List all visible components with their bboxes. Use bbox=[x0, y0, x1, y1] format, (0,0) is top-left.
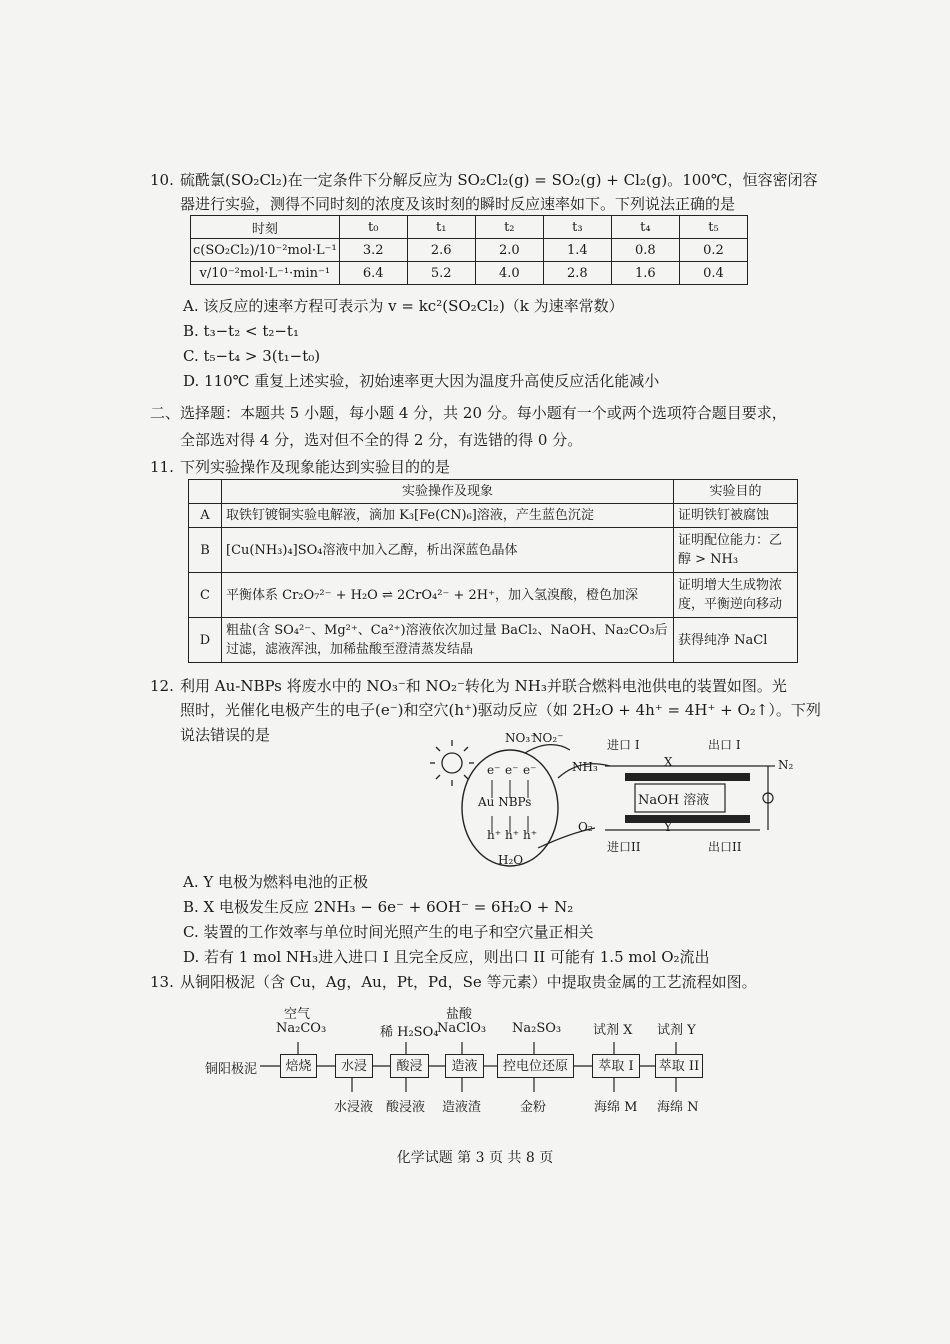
q12-line1: 12. 利用 Au-NBPs 将废水中的 NO₃⁻和 NO₂⁻转化为 NH₃并联合燃料电池供电的装置如图。光 bbox=[150, 677, 787, 695]
label-electron: e⁻ bbox=[505, 763, 519, 777]
flow-input-naclo3: NaClO₃ bbox=[437, 1021, 487, 1036]
label-inlet-2: 进口II bbox=[607, 840, 641, 854]
table-row: B [Cu(NH₃)₄]SO₄溶液中加入乙醇，析出深蓝色晶体 证明配位能力：乙醇 > NH₃ bbox=[189, 528, 798, 573]
q12-option-a: A. Y 电极为燃料电池的正极 bbox=[183, 873, 369, 891]
table-row: 实验操作及现象 实验目的 bbox=[189, 480, 798, 504]
label-electron: e⁻ bbox=[487, 763, 501, 777]
page-footer: 化学试题 第 3 页 共 8 页 bbox=[396, 1150, 554, 1166]
flow-step-extraction-1: 萃取 I bbox=[592, 1054, 640, 1078]
flow-output-acid-leachate: 酸浸液 bbox=[386, 1100, 426, 1115]
table-row: D 粗盐(含 SO₄²⁻、Mg²⁺、Ca²⁺)溶液依次加过量 BaCl₂、NaOH、Na₂CO₃后过滤，滤液浑浊，加稀盐酸至澄清蒸发结晶 获得纯净 NaCl bbox=[189, 618, 798, 663]
label-electron: e⁻ bbox=[523, 763, 537, 777]
q10-option-c: C. t₅−t₄ > 3(t₁−t₀) bbox=[183, 347, 321, 365]
label-naoh: NaOH 溶液 bbox=[638, 793, 710, 808]
table-row: 时刻 t₀ t₁ t₂ t₃ t₄ t₅ bbox=[191, 216, 748, 239]
flow-input-na2co3: Na₂CO₃ bbox=[276, 1021, 327, 1036]
q12-option-b: B. X 电极发生反应 2NH₃ − 6e⁻ + 6OH⁻ = 6H₂O + N₂ bbox=[183, 898, 574, 916]
flow-input-na2so3: Na₂SO₃ bbox=[512, 1021, 562, 1036]
q12-option-c: C. 装置的工作效率与单位时间光照产生的电子和空穴量正相关 bbox=[183, 923, 594, 941]
question-number: 13. bbox=[150, 973, 174, 991]
flow-step-make-solution: 造液 bbox=[445, 1054, 484, 1078]
flow-step-potential-reduction: 控电位还原 bbox=[497, 1054, 574, 1078]
section2-line2: 全部选对得 4 分，选对但不全的得 2 分，有选错的得 0 分。 bbox=[180, 431, 583, 449]
flow-input-h2so4: 稀 H₂SO₄ bbox=[380, 1025, 439, 1040]
question-number: 12. bbox=[150, 677, 174, 695]
label-y: Y bbox=[664, 820, 672, 834]
q11-stem: 11. 下列实验操作及现象能达到实验目的的是 bbox=[150, 458, 451, 476]
flow-input-reagent-x: 试剂 X bbox=[593, 1023, 633, 1038]
flow-step-acid-leach: 酸浸 bbox=[390, 1054, 429, 1078]
flow-output-gold-powder: 金粉 bbox=[520, 1100, 547, 1115]
sun-icon bbox=[430, 740, 474, 786]
q10-table bbox=[190, 215, 748, 285]
flow-output-sponge-m: 海绵 M bbox=[594, 1100, 638, 1115]
label-no2: NO₂⁻ bbox=[532, 731, 564, 745]
flow-output-residue: 造液渣 bbox=[442, 1100, 482, 1115]
label-no3: NO₃⁻ bbox=[505, 731, 537, 745]
flow-step-water-leach: 水浸 bbox=[335, 1054, 373, 1078]
q12-line3: 说法错误的是 bbox=[180, 726, 271, 744]
label-hole: h⁺ bbox=[505, 828, 520, 842]
q11-table bbox=[188, 479, 798, 663]
q12-option-d: D. 若有 1 mol NH₃进入进口 I 且完全反应，则出口 II 可能有 1.5 mol O₂流出 bbox=[183, 948, 710, 966]
electrode-x bbox=[625, 773, 750, 781]
q10-option-a: A. 该反应的速率方程可表示为 v = kc²(SO₂Cl₂)（k 为速率常数） bbox=[183, 297, 624, 315]
question-number: 11. bbox=[150, 458, 174, 476]
question-number: 10. bbox=[150, 171, 174, 189]
label-hole: h⁺ bbox=[487, 828, 502, 842]
table-row: c(SO₂Cl₂)/10⁻²mol·L⁻¹ 3.2 2.6 2.0 1.4 0.8 0.2 bbox=[191, 239, 748, 262]
label-inlet-1: 进口 I bbox=[607, 738, 640, 752]
flow-input-hcl: 盐酸 bbox=[446, 1007, 473, 1022]
label-o2: O₂ bbox=[578, 820, 593, 834]
label-outlet-2: 出口II bbox=[708, 840, 742, 854]
q10-option-d: D. 110℃ 重复上述实验，初始速率更大因为温度升高使反应活化能减小 bbox=[183, 372, 660, 390]
table-row: C 平衡体系 Cr₂O₇²⁻ + H₂O ⇌ 2CrO₄²⁻ + 2H⁺，加入氢溴酸，橙色加深 证明增大生成物浓度，平衡逆向移动 bbox=[189, 573, 798, 618]
label-hole: h⁺ bbox=[523, 828, 538, 842]
table-row: v/10⁻²mol·L⁻¹·min⁻¹ 6.4 5.2 4.0 2.8 1.6 0.4 bbox=[191, 262, 748, 285]
label-h2o: H₂O bbox=[498, 853, 524, 867]
flow-start: 铜阳极泥 bbox=[205, 1062, 258, 1077]
q10-line2: 器进行实验，测得不同时刻的浓度及该时刻的瞬时反应速率如下。下列说法正确的是 bbox=[180, 195, 736, 213]
section2-line1: 二、选择题：本题共 5 小题，每小题 4 分，共 20 分。每小题有一个或两个选项符合题目要求， bbox=[150, 404, 787, 422]
flow-input-reagent-y: 试剂 Y bbox=[657, 1023, 696, 1038]
flow-output-water-leachate: 水浸液 bbox=[334, 1100, 374, 1115]
q12-line2: 照时，光催化电极产生的电子(e⁻)和空穴(h⁺)驱动反应（如 2H₂O + 4h⁺ = 4H⁺ + O₂↑）。下列 bbox=[180, 701, 821, 719]
label-x: X bbox=[664, 755, 673, 769]
label-n2: N₂ bbox=[778, 758, 794, 772]
q10-line1: 10. 硫酰氯(SO₂Cl₂)在一定条件下分解反应为 SO₂Cl₂(g) = SO₂(g) + Cl₂(g)。100℃，恒容密闭容 bbox=[150, 171, 818, 189]
flow-step-extraction-2: 萃取 II bbox=[655, 1054, 703, 1078]
table-row: A 取铁钉镀铜实验电解液，滴加 K₃[Fe(CN)₆]溶液，产生蓝色沉淀 证明铁钉被腐蚀 bbox=[189, 504, 798, 528]
flow-step-roast: 焙烧 bbox=[280, 1054, 317, 1078]
q10-option-b: B. t₃−t₂ < t₂−t₁ bbox=[183, 322, 299, 340]
label-au-nbps: Au NBPs bbox=[478, 795, 532, 809]
flow-input-air: 空气 bbox=[284, 1007, 311, 1022]
flow-output-sponge-n: 海绵 N bbox=[657, 1100, 699, 1115]
q13-stem: 13. 从铜阳极泥（含 Cu，Ag，Au，Pt，Pd，Se 等元素）中提取贵金属的工艺流程如图。 bbox=[150, 973, 757, 991]
label-nh3: NH₃ bbox=[572, 760, 598, 774]
label-outlet-1: 出口 I bbox=[708, 738, 741, 752]
electrode-y bbox=[625, 815, 750, 823]
